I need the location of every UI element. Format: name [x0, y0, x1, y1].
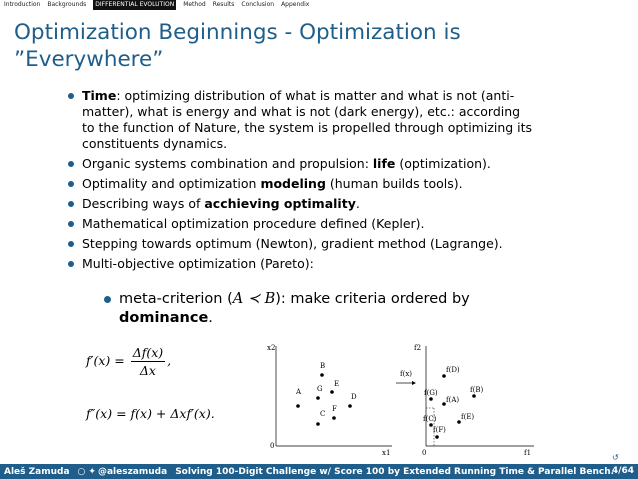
formula-f1-lhs: f′(x) = — [86, 353, 125, 368]
label-E: E — [334, 380, 340, 388]
bullet-kepler-text: Mathematical optimization procedure defined (Kepler). — [82, 216, 425, 231]
label-fD: f(D) — [446, 366, 460, 374]
x2-axis-label: x2 — [267, 344, 276, 352]
bullet-pareto-text: Multi-objective optimization (Pareto): — [82, 256, 314, 271]
label-G: G — [317, 385, 323, 393]
bullet-organic-pre: Organic systems combination and propulsion: — [82, 156, 373, 171]
slide-title-line1: Optimization Beginnings - Optimization is — [14, 20, 461, 45]
footer-author: Aleš Zamuda — [4, 466, 70, 477]
bullet-organic-post: (optimization). — [395, 156, 491, 171]
bullet-modeling-bold: modeling — [260, 176, 326, 191]
bullet-dot-icon — [104, 296, 111, 303]
point-G — [316, 396, 320, 400]
label-fA: f(A) — [446, 396, 460, 404]
mapping-label: f(x) — [400, 370, 413, 378]
formula-fraction — [131, 345, 165, 378]
bullet-time-bold: Time — [82, 88, 117, 103]
point-fG — [429, 397, 433, 401]
objective-space — [414, 344, 534, 457]
formula-second: f″(x) = f(x) + Δxf′(x). — [86, 406, 215, 421]
point-E — [330, 390, 334, 394]
bullet-optimality-pre: Describing ways of — [82, 196, 205, 211]
bullet-dot-icon — [68, 93, 74, 99]
label-C: C — [320, 410, 326, 418]
bullet-dot-icon — [68, 241, 74, 247]
bullet-dot-icon — [68, 221, 74, 227]
sub-bullet-mid: ): make criteria ordered by — [275, 291, 470, 307]
bullet-optimality-post: . — [355, 196, 360, 211]
label-A: A — [296, 388, 302, 396]
decision-objective-space-diagram — [262, 338, 538, 460]
section-nav — [0, 0, 638, 10]
bullet-list — [66, 88, 536, 276]
label-D: D — [351, 393, 357, 401]
point-B — [320, 373, 324, 377]
formula-first-derivative — [86, 345, 171, 378]
mapping-arrow-icon — [412, 381, 416, 385]
nav-differential-evolution[interactable]: DIFFERENTIAL EVOLUTION — [95, 1, 175, 8]
github-icon: ○ — [77, 466, 86, 477]
twitter-icon: ✦ — [88, 466, 96, 477]
bullet-modeling-post: (human builds tools). — [325, 176, 463, 191]
bullet-time-text: : optimizing distribution of what is matter and what is not (anti-matter), what is energy and what is not (dark energy), etc.: according to the function of Nature, the system is propelled through optimizing its constituents dynamics. — [82, 88, 533, 151]
nav-method[interactable]: Method — [183, 1, 206, 8]
formula-f1-tail: , — [167, 353, 172, 368]
x1-axis-label: x1 — [382, 449, 391, 457]
point-F — [332, 416, 336, 420]
sub-bullet-pre: meta-criterion ( — [119, 291, 233, 307]
bullet-newton — [66, 236, 536, 252]
label-fF: f(F) — [433, 426, 446, 434]
footer-twitter[interactable]: @aleszamuda — [97, 466, 168, 477]
bullet-newton-text: Stepping towards optimum (Newton), gradient method (Lagrange). — [82, 236, 503, 251]
bullet-optimality-bold: acchieving optimality — [204, 196, 356, 211]
label-F: F — [332, 405, 337, 413]
origin-label-left: 0 — [270, 442, 275, 450]
footer-talk-title: Solving 100-Digit Challenge w/ Score 100 by Extended Running Time & Parallel Bench. — [175, 466, 615, 477]
nav-introduction[interactable]: Introduction — [4, 1, 41, 8]
nav-appendix[interactable]: Appendix — [281, 1, 310, 8]
slide-title — [14, 19, 614, 73]
slide-title-line2: ”Everywhere” — [14, 47, 164, 72]
footer-bar — [0, 464, 638, 479]
bullet-pareto — [66, 256, 536, 272]
formula-numerator: Δf(x) — [132, 345, 164, 360]
decision-space — [267, 344, 392, 457]
point-fF — [435, 435, 439, 439]
nav-conclusion[interactable]: Conclusion — [241, 1, 275, 8]
sub-bullet-math: A ≺ B — [232, 291, 276, 307]
f1-axis-label: f1 — [524, 449, 532, 457]
label-fG: f(G) — [424, 389, 438, 397]
point-C — [316, 422, 320, 426]
bullet-dot-icon — [68, 201, 74, 207]
point-A — [296, 404, 300, 408]
footer-page-number: 4/64 — [611, 466, 634, 476]
bullet-optimality — [66, 196, 536, 212]
beamer-nav-icon[interactable]: ↺ — [612, 453, 619, 462]
bullet-kepler — [66, 216, 536, 232]
f2-axis-label: f2 — [414, 344, 422, 352]
sub-bullet-meta-criterion — [102, 290, 522, 328]
label-fC: f(C) — [423, 415, 437, 423]
nav-results[interactable]: Results — [212, 1, 235, 8]
sub-bullet-bold: dominance — [119, 310, 209, 326]
formula-denominator: Δx — [139, 363, 156, 378]
bullet-dot-icon — [68, 181, 74, 187]
nav-backgrounds[interactable]: Backgrounds — [47, 1, 87, 8]
bullet-dot-icon — [68, 261, 74, 267]
sub-bullet-post: . — [208, 310, 213, 326]
label-fE: f(E) — [461, 413, 475, 421]
point-D — [348, 404, 352, 408]
label-B: B — [320, 362, 326, 370]
bullet-modeling-pre: Optimality and optimization — [82, 176, 261, 191]
bullet-dot-icon — [68, 161, 74, 167]
bullet-organic-bold: life — [372, 156, 396, 171]
bullet-time — [66, 88, 536, 152]
label-fB: f(B) — [470, 386, 484, 394]
bullet-modeling — [66, 176, 536, 192]
origin-label-right: 0 — [422, 449, 427, 457]
point-fB — [472, 394, 476, 398]
point-fD — [442, 374, 446, 378]
bullet-organic — [66, 156, 536, 172]
